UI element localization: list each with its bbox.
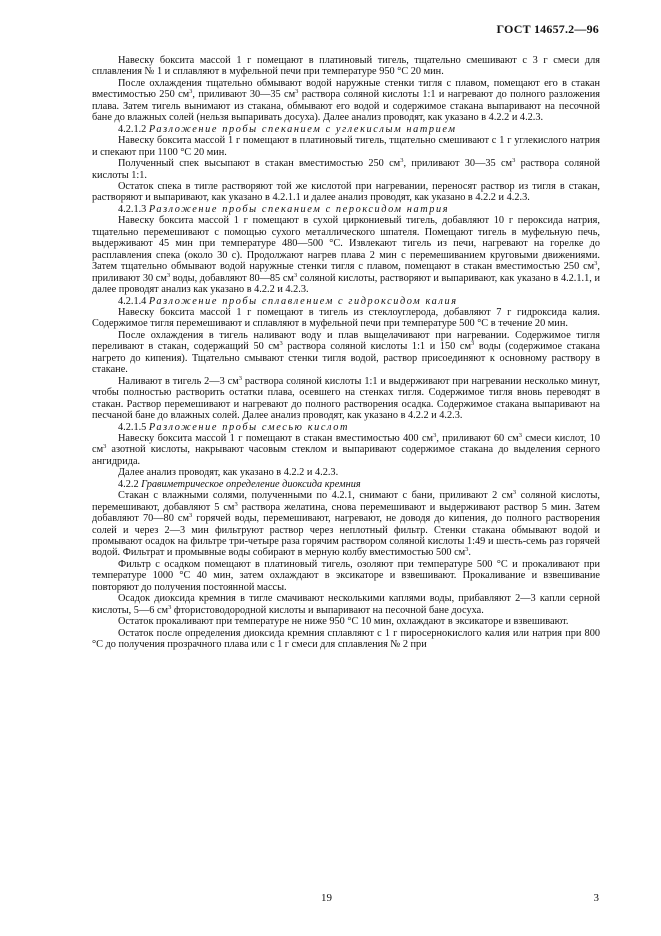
paragraph: Фильтр с осадком помещают в платиновый тигель, озоляют при температуре 500 °С и прокаливают при температуре 1000 °С 40 мин, затем охлаждают в эксикаторе и взвешивают. Прокаливание и взвешивание повторяют до получения постоянной массы. bbox=[92, 558, 600, 593]
paragraph: Навеску боксита массой 1 г помещают в платиновый тигель, тщательно смешивают с 3 г смеси для сплавления № 1 и сплавляют в муфельной печи при температуре 950 °С 20 мин. bbox=[92, 55, 600, 78]
section-number: 4.2.1.4 bbox=[118, 295, 149, 307]
paragraph: Навеску боксита массой 1 г помещают в платиновый тигель, тщательно смешивают с 1 г углекислого натрия и спекают при 1100 °С 20 мин. bbox=[92, 135, 600, 158]
section-number: 4.2.1.3 bbox=[118, 203, 149, 215]
paragraph: После охлаждения в тигель наливают воду и плав выщелачивают при нагревании. Содержимое тигля переливают в стакан, содержащий 50 $см^3$ раствора соляной кислоты 1:1 и 150 $см^3$ воды (содержимое стакана нагрето до кипения). Тщательно смывают стенки тигля водой, раствор присоединяют к основному раствору в стакане. bbox=[92, 329, 600, 376]
section-number: 4.2.1.2 bbox=[118, 123, 149, 135]
section-title: Разложение пробы смесью кислот bbox=[148, 421, 350, 433]
paragraph: Осадок диоксида кремния в тигле смачивают несколькими каплями воды, прибавляют 2—3 капли серной кислоты, 5—6 $см^3$ фтористоводородной кислоты и выпаривают на песочной бане досуха. bbox=[92, 593, 600, 616]
paragraph: Наливают в тигель 2—3 $см^3$ раствора соляной кислоты 1:1 и выдерживают при нагревании несколько минут, чтобы полностью растворить остатки плава, осевшего на стенках тигля. Содержимое тигля вновь переводят в стакан. Раствор перемешивают и нагревают до полного растворения осадка. Содержимое стакана выпаривают на песчаной бане до влажных солей. Далее анализ проводят, как указано в 4.2.2 и 4.2.3. bbox=[92, 374, 600, 422]
page-number: 19 bbox=[321, 892, 332, 904]
paragraph: Навеску боксита массой 1 г помещают в стакан вместимостью 400 $см^3$, приливают 60 $см^3$ смеси кислот, 10 $см^3$ азотной кислоты, накрывают часовым стеклом и выпаривают содержимое стакана до выделения серного ангидрида. bbox=[92, 431, 600, 467]
paragraph: Остаток после определения диоксида кремния сплавляют с 1 г пиросернокислого калия или натрия при 800 °С до получения прозрачного плава или с 1 г смеси для сплавления № 2 при bbox=[92, 627, 600, 651]
paragraph: Навеску боксита массой 1 г помещают в тигель из стеклоуглерода, добавляют 7 г гидроксида калия. Содержимое тигля перемешивают и сплавляют в муфельной печи при температуре 500 °С в течение 20 мин. bbox=[92, 306, 600, 330]
section-heading bbox=[92, 296, 600, 307]
paragraph: Остаток спека в тигле растворяют той же кислотой при нагревании, переносят раствор из тигля в стакан, растворяют и выпаривают, как указано в 4.2.1.1 и далее анализ проводят, как указано в 4.2.2 и 4.2.3. bbox=[92, 180, 600, 204]
section-number: 4.2.1.5 bbox=[118, 421, 149, 433]
paragraph: Полученный спек высыпают в стакан вместимостью 250 $см^3$, приливают 30—35 $см^3$ раствора соляной кислоты 1:1. bbox=[92, 157, 600, 181]
document-body bbox=[92, 55, 600, 651]
paragraph: Навеску боксита массой 1 г помещают в сухой циркониевый тигель, добавляют 10 г пероксида натрия, тщательно перемешивают с помощью сухого металлического шпателя. Помещают тигель в муфельную печь, выдерживают 45 мин при температуре 480—500 °С. Извлекают тигель из печи, нагревают на горелке до расплавления спека (около 30 с). Продолжают нагрев плава 2 мин с перемешиванием круговыми движениями. Затем тщательно обмывают водой наружные стенки тигля с плавом, помещают в стакан вместимостью 250 $см^3$, приливают 30 $см^3$ воды, добавляют 80—85 $см^3$ соляной кислоты, растворяют и выпаривают, как указано в 4.2.1.1, и далее проводят анализ как указано в 4.2.2 и 4.2.3. bbox=[92, 215, 600, 296]
paragraph: Далее анализ проводят, как указано в 4.2.2 и 4.2.3. bbox=[118, 467, 339, 479]
section-heading bbox=[92, 124, 600, 135]
paragraph: Остаток прокаливают при температуре не ниже 950 °С 10 мин, охлаждают в эксикаторе и взвешивают. bbox=[118, 616, 569, 628]
paragraph: После охлаждения тщательно обмывают водой наружные стенки тигля с плавом, помещают его в стакан вместимостью 250 $см^3$, приливают 30—35 $см^3$ раствора соляной кислоты 1:1 и нагревают до полного разложения плава. Затем тигель вынимают из стакана, обмывают его водой и содержимое стакана выпаривают на песочной бане до влажных солей (нельзя выпаривать досуха). Далее анализ проводят, как указано в 4.2.2 и 4.2.3. bbox=[92, 77, 600, 124]
paragraph: Стакан с влажными солями, полученными по 4.2.1, снимают с бани, приливают 2 $см^3$ соляной кислоты, перемешивают, добавляют 5 $см^3$ раствора желатина, снова перемешивают и выдерживают раствор 5 мин. Затем добавляют 70—80 $см^3$ горячей воды, перемешивают, нагревают, не доводя до кипения, до полного растворения солей и через 2—3 мин фильтруют раствор через неплотный фильтр. Стенки стакана обмывают водой и промывают осадок на фильтре три-четыре раза горячим раствором соляной кислоты 1:49 и шесть-семь раз горячей водой. Фильтрат и промывные воды собирают в мерную колбу вместимостью 500 $см^3$. bbox=[92, 489, 600, 559]
section-heading bbox=[92, 479, 600, 490]
sheet-number: 3 bbox=[593, 892, 599, 904]
section-number: 4.2.2 bbox=[118, 478, 142, 490]
section-title: Разложение пробы спеканием с пероксидом натрия bbox=[148, 203, 450, 215]
section-title: Разложение пробы сплавлением с гидроксидом калия bbox=[148, 295, 458, 307]
section-title: Гравиметрическое определение диоксида кремния bbox=[141, 478, 361, 490]
section-title: Разложение пробы спеканием с углекислым натрием bbox=[148, 123, 457, 135]
section-heading bbox=[92, 422, 600, 433]
section-heading bbox=[92, 204, 600, 215]
document-code-header: ГОСТ 14657.2—96 bbox=[496, 22, 599, 36]
